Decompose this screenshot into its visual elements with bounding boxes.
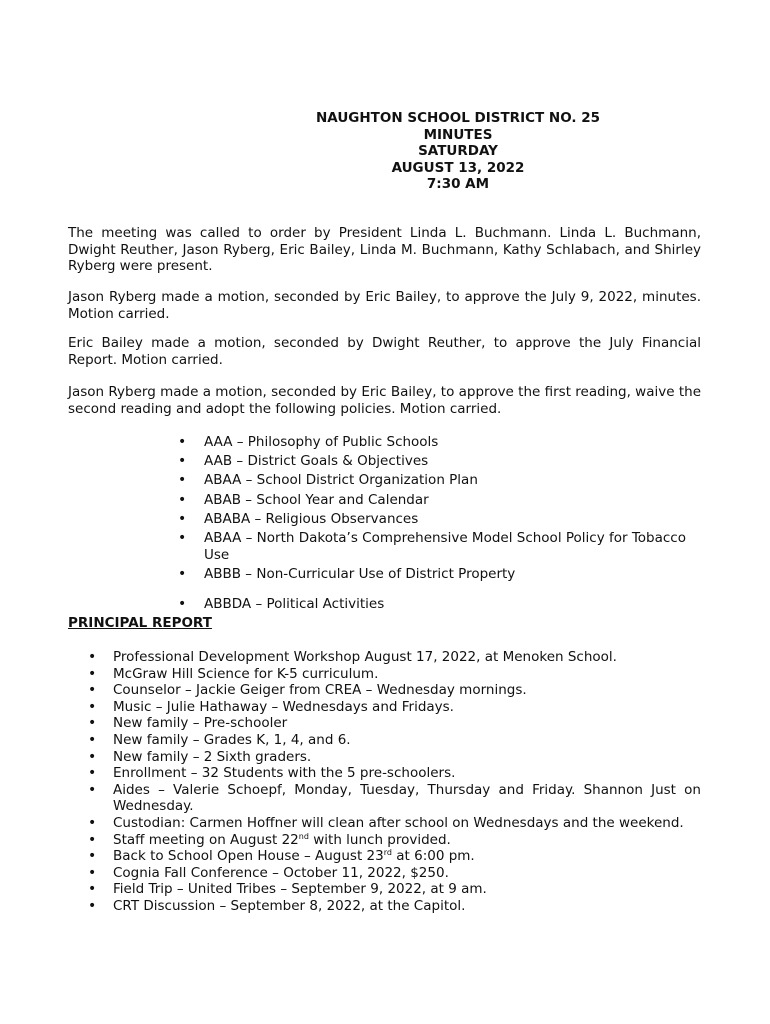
meeting-time: 7:30 AM [426,176,490,193]
list-item: • Counselor – Jackie Geiger from CREA – Wednesday mornings. [88,682,701,699]
list-item: • ABBDA – Political Activities [178,596,701,613]
list-item: • Field Trip – United Tribes – September 9, 2022, at 9 am. [88,881,701,898]
list-item: • New family – 2 Sixth graders. [88,749,701,766]
list-item: • New family – Grades K, 1, 4, and 6. [88,732,701,749]
list-item: • ABAA – School District Organization Plan [178,472,701,489]
principal-report-list [88,649,701,915]
open-house-text: Back to School Open House – August 23 [113,848,384,865]
list-item: • ABABA – Religious Observances [178,511,701,528]
financial-report-motion-paragraph: Eric Bailey made a motion, seconded by Dwight Reuther, to approve the July Financial Report. Motion carried. [68,335,701,368]
open-house-text-end: at 6:00 pm. [391,848,475,865]
staff-meeting-text-end: with lunch provided. [308,831,451,848]
list-item [88,848,701,865]
list-item: • AAA – Philosophy of Public Schools [178,434,701,451]
list-item: • McGraw Hill Science for K-5 curriculum. [88,666,701,683]
document-header [68,110,701,193]
list-item: • Professional Development Workshop August 17, 2022, at Menoken School. [88,649,701,666]
list-item: • CRT Discussion – September 8, 2022, at the Capitol. [88,898,701,915]
section-title-principal-report: PRINCIPAL REPORT [68,615,212,631]
list-item: • Music – Julie Hathaway – Wednesdays and Fridays. [88,699,701,716]
list-item [88,832,701,849]
ordinal-suffix: nd [298,831,309,841]
list-item: • Enrollment – 32 Students with the 5 pre-schoolers. [88,765,701,782]
list-item: • ABAA – North Dakota’s Comprehensive Model School Policy for Tobacco Use [178,530,701,563]
list-item: • ABAB – School Year and Calendar [178,492,701,509]
policy-list [178,434,701,616]
minutes-motion-paragraph: Jason Ryberg made a motion, seconded by Eric Bailey, to approve the July 9, 2022, minutes. Motion carried. [68,289,701,322]
district-name: NAUGHTON SCHOOL DISTRICT NO. 25 [315,110,601,126]
list-item: • Custodian: Carmen Hoffner will clean after school on Wednesdays and the weekend. [88,815,701,832]
staff-meeting-text: Staff meeting on August 22 [113,831,299,848]
meeting-date: AUGUST 13, 2022 [391,159,525,176]
document-type: MINUTES [423,126,493,143]
policies-motion-paragraph: Jason Ryberg made a motion, seconded by Eric Bailey, to approve the first reading, waive the second reading and adopt the following policies. Motion carried. [68,384,701,417]
ordinal-suffix: rd [383,848,392,858]
call-to-order-paragraph: The meeting was called to order by President Linda L. Buchmann. Linda L. Buchmann, Dwight Reuther, Jason Ryberg, Eric Bailey, Linda M. Buchmann, Kathy Schlabach, and Shirley Ryberg were present. [68,225,701,275]
list-item: • Aides – Valerie Schoepf, Monday, Tuesday, Thursday and Friday. Shannon Just on Wednesday. [88,782,701,815]
list-item: • ABBB – Non-Curricular Use of District Property [178,566,701,583]
list-item: • Cognia Fall Conference – October 11, 2022, $250. [88,865,701,882]
list-item: • New family – Pre-schooler [88,715,701,732]
meeting-day: SATURDAY [418,143,498,160]
list-item: • AAB – District Goals & Objectives [178,453,701,470]
